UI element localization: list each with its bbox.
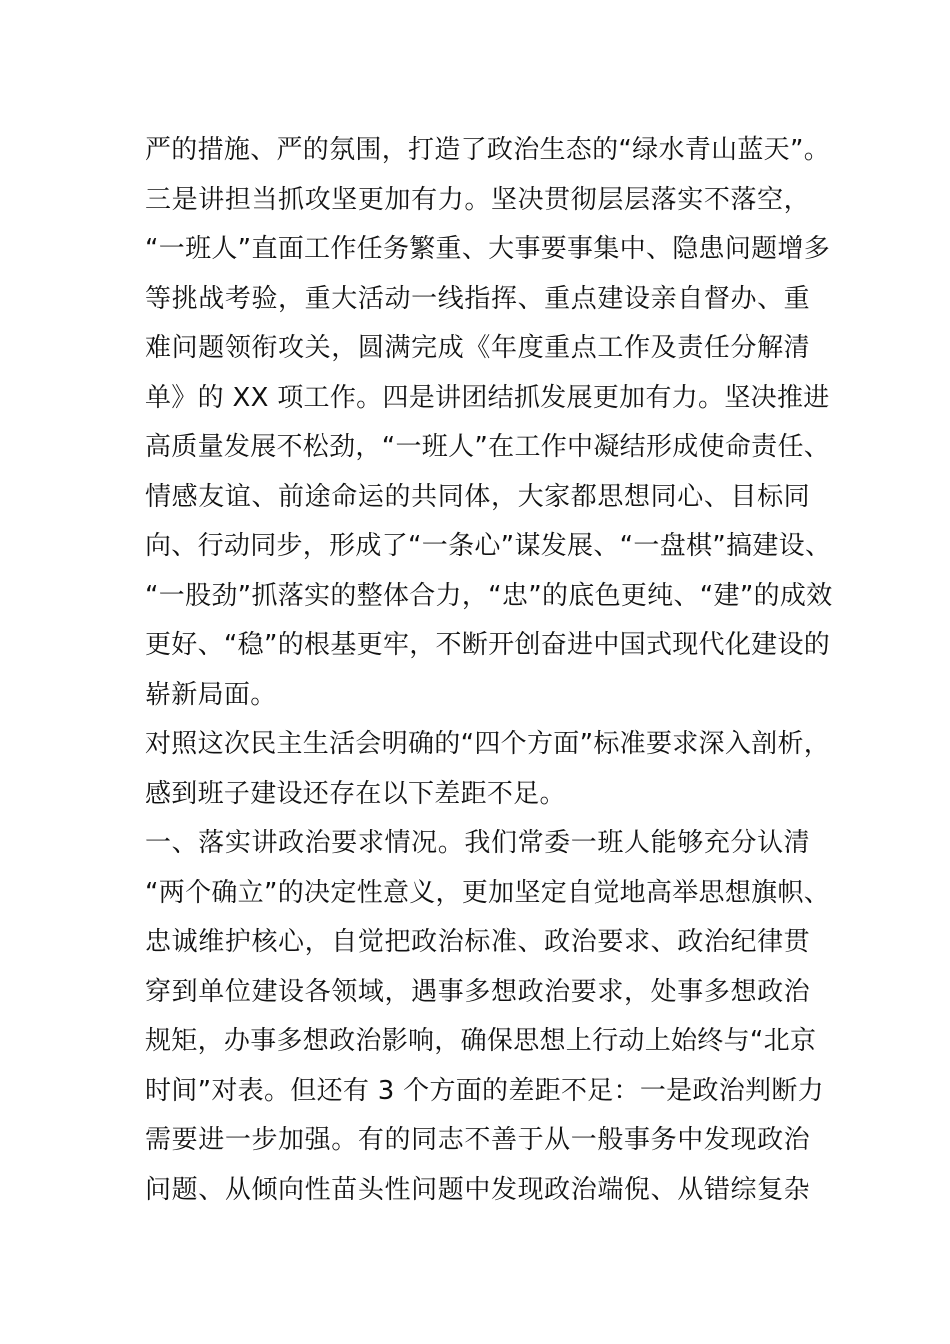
text-line: 等挑战考验，重大活动一线指挥、重点建设亲自督办、重	[145, 283, 810, 314]
text-line: 问题、从倾向性苗头性问题中发现政治端倪、从错综复杂	[145, 1174, 810, 1205]
text-line: 单》的 XX 项工作。四是讲团结抓发展更加有力。坚决推进	[145, 382, 830, 413]
text-line: 忠诚维护核心，自觉把政治标准、政治要求、政治纪律贯	[145, 927, 810, 957]
text-line: 情感友谊、前途命运的共同体，大家都思想同心、目标同	[145, 481, 810, 512]
text-line: “一班人”直面工作任务繁重、大事要事集中、隐患问题增多	[145, 234, 831, 264]
text-line: 难问题领衔攻关，圆满完成《年度重点工作及责任分解清	[145, 333, 810, 363]
text-line: 严的措施、严的氛围，打造了政治生态的“绿水青山蓝天”。	[145, 135, 831, 165]
text-line: 穿到单位建设各领域，遇事多想政治要求，处事多想政治	[145, 976, 810, 1007]
text-line: 对照这次民主生活会明确的“四个方面”标准要求深入剖析，	[145, 729, 831, 759]
text-line: 感到班子建设还存在以下差距不足。	[145, 778, 566, 809]
text-line: “两个确立”的决定性意义，更加坚定自觉地高举思想旗帜、	[145, 877, 831, 908]
text-line: 高质量发展不松劲，“一班人”在工作中凝结形成使命责任、	[145, 432, 831, 462]
text-line: 更好、“稳”的根基更牢，不断开创奋进中国式现代化建设的	[145, 630, 831, 660]
text-line: 时间”对表。但还有 3 个方面的差距不足：一是政治判断力	[145, 1075, 824, 1106]
text-line: 三是讲担当抓攻坚更加有力。坚决贯彻层层落实不落空，	[145, 184, 810, 215]
document-body	[145, 126, 833, 1215]
text-line: 向、行动同步，形成了“一条心”谋发展、“一盘棋”搞建设、	[145, 531, 832, 561]
text-line: 需要进一步加强。有的同志不善于从一般事务中发现政治	[145, 1125, 810, 1155]
text-line: 崭新局面。	[145, 679, 277, 710]
text-line: 一、落实讲政治要求情况。我们常委一班人能够充分认清	[145, 828, 810, 858]
text-line: “一股劲”抓落实的整体合力，“忠”的底色更纯、“建”的成效	[145, 580, 833, 611]
text-line: 规矩，办事多想政治影响，确保思想上行动上始终与“北京	[145, 1026, 817, 1056]
